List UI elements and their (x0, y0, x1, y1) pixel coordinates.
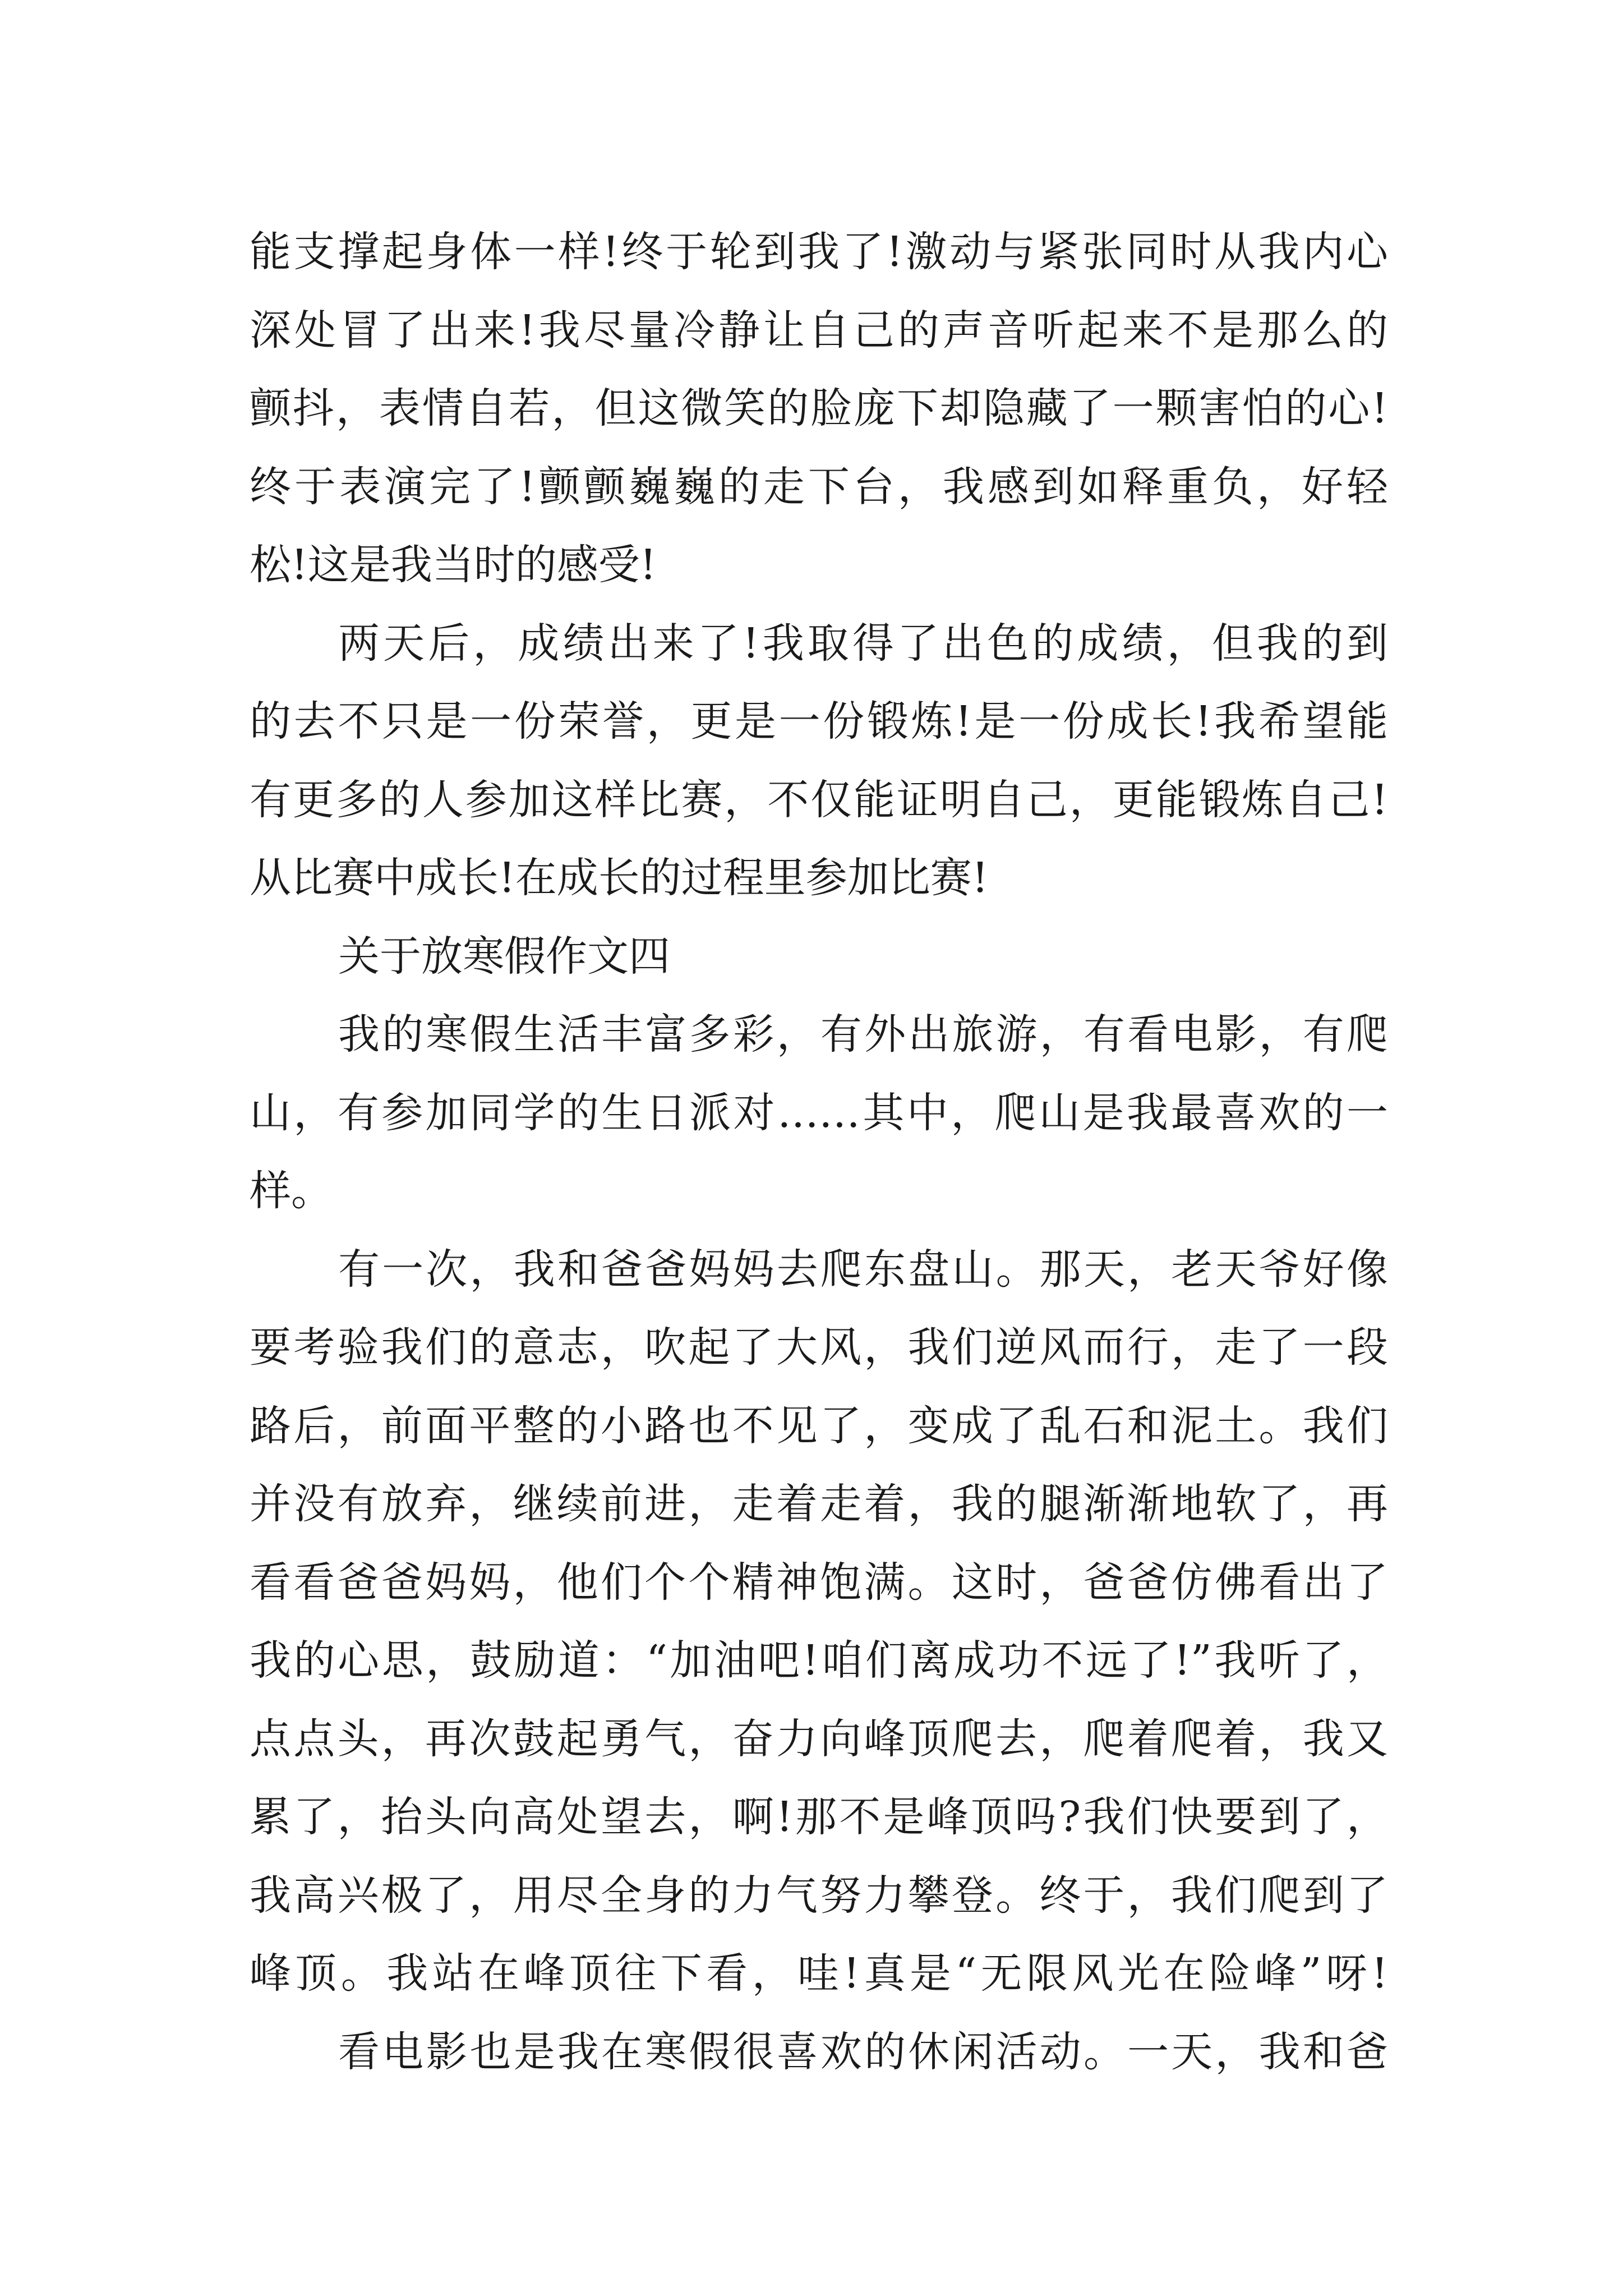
text-line: 终于表演完了!颤颤巍巍的走下台，我感到如释重负，好轻 (250, 462, 1388, 511)
text-line: 峰顶。我站在峰顶往下看，哇!真是“无限风光在险峰”呀! (250, 1949, 1388, 1998)
text-line: 关于放寒假作文四 (338, 932, 670, 981)
text-line: 有一次，我和爸爸妈妈去爬东盘山。那天，老天爷好像 (338, 1245, 1388, 1294)
text-line: 颤抖，表情自若，但这微笑的脸庞下却隐藏了一颗害怕的心! (250, 384, 1388, 432)
text-line: 的去不只是一份荣誉，更是一份锻炼!是一份成长!我希望能 (250, 697, 1388, 746)
text-line: 点点头，再次鼓起勇气，奋力向峰顶爬去，爬着爬着，我又 (250, 1714, 1388, 1763)
text-line: 有更多的人参加这样比赛，不仅能证明自己，更能锻炼自己! (250, 775, 1388, 824)
text-line: 我的心思，鼓励道：“加油吧!咱们离成功不远了!”我听了， (250, 1636, 1388, 1685)
text-line: 要考验我们的意志，吹起了大风，我们逆风而行，走了一段 (250, 1323, 1388, 1372)
text-line: 从比赛中成长!在成长的过程里参加比赛! (250, 854, 989, 902)
text-line: 累了，抬头向高处望去，啊!那不是峰顶吗?我们快要到了， (250, 1793, 1388, 1841)
text-line: 看看爸爸妈妈，他们个个精神饱满。这时，爸爸仿佛看出了 (250, 1558, 1388, 1607)
text-line: 深处冒了出来!我尽量冷静让自己的声音听起来不是那么的 (250, 306, 1388, 355)
text-line: 路后，前面平整的小路也不见了，变成了乱石和泥土。我们 (250, 1401, 1388, 1450)
text-line: 两天后，成绩出来了!我取得了出色的成绩，但我的到 (338, 619, 1388, 668)
text-line: 并没有放弃，继续前进，走着走着，我的腿渐渐地软了，再 (250, 1480, 1388, 1528)
text-line: 我的寒假生活丰富多彩，有外出旅游，有看电影，有爬 (338, 1010, 1388, 1059)
text-line: 看电影也是我在寒假很喜欢的休闲活动。一天，我和爸 (338, 2027, 1388, 2076)
text-line: 能支撑起身体一样!终于轮到我了!激动与紧张同时从我内心 (250, 228, 1388, 276)
text-line: 我高兴极了，用尽全身的力气努力攀登。终于，我们爬到了 (250, 1871, 1388, 1920)
text-line: 样。 (250, 1167, 333, 1215)
text-line: 山，有参加同学的生日派对……其中，爬山是我最喜欢的一 (250, 1088, 1388, 1137)
text-line: 松!这是我当时的感受! (250, 541, 657, 589)
body-text (250, 213, 1388, 2091)
